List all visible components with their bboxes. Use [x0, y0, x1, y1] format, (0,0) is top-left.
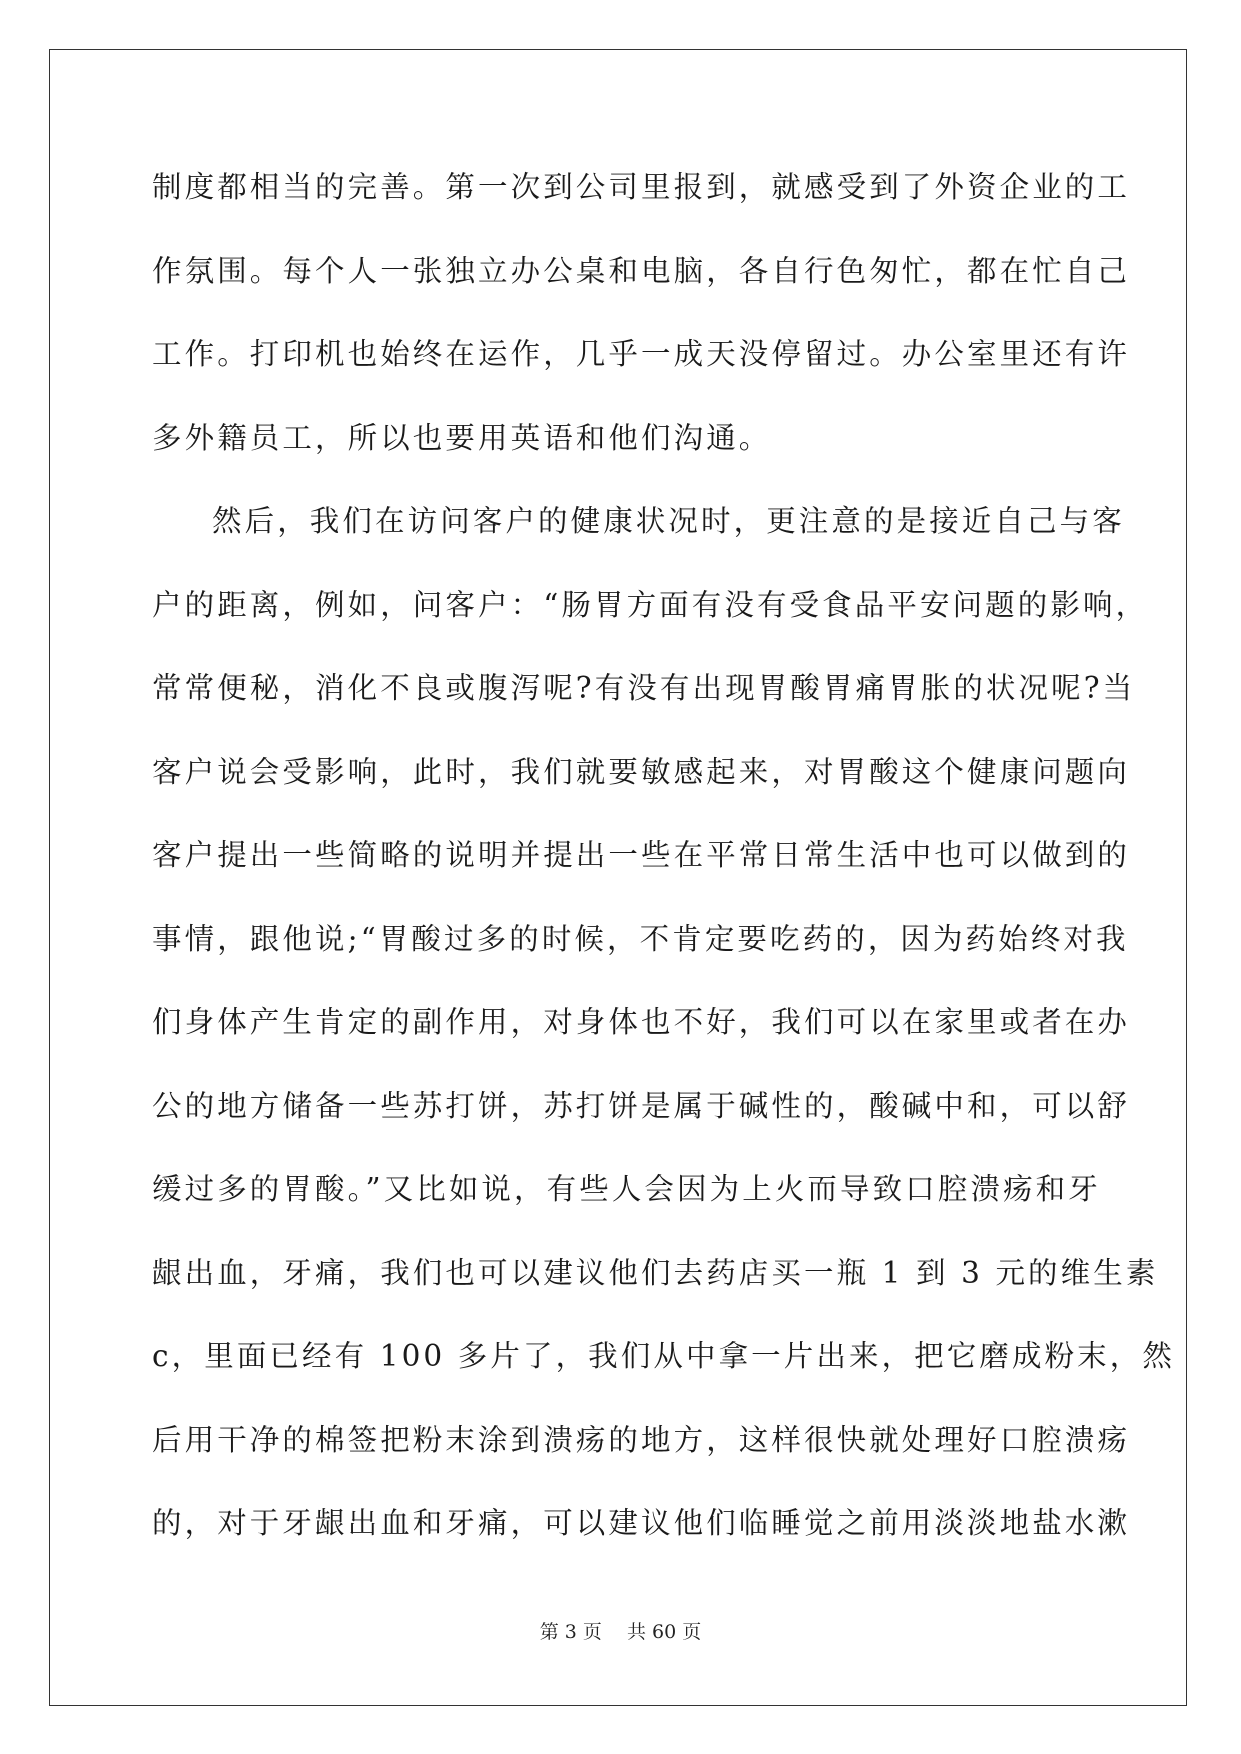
text-line-11: 们身体产生肯定的副作用，对身体也不好，我们可以在家里或者在办	[152, 1005, 1131, 1039]
text-line-15: c，里面已经有 100 多片了，我们从中拿一片出来，把它磨成粉末，然	[152, 1339, 1175, 1373]
text-line-2: 作氛围。每个人一张独立办公桌和电脑，各自行色匆忙，都在忙自己	[152, 253, 1131, 288]
text-line-16: 后用干净的棉签把粉末涂到溃疡的地方，这样很快就处理好口腔溃疡	[152, 1422, 1131, 1457]
text-line-7: 常常便秘，消化不良或腹泻呢?有没有出现胃酸胃痛胃胀的状况呢?当	[152, 671, 1136, 705]
document-body	[152, 160, 1175, 1580]
text-line-17: 的，对于牙龈出血和牙痛，可以建议他们临睡觉之前用淡淡地盐水漱	[152, 1506, 1131, 1540]
text-line-5: 然后，我们在访问客户的健康状况时，更注意的是接近自己与客	[212, 504, 1125, 538]
text-line-13: 缓过多的胃酸。”又比如说，有些人会因为上火而导致口腔溃疡和牙	[152, 1172, 1101, 1206]
page-number-footer: 第 3 页 共 60 页	[539, 1621, 702, 1643]
text-line-10: 事情，跟他说;“胃酸过多的时候，不肯定要吃药的，因为药始终对我	[152, 921, 1129, 956]
text-line-1: 制度都相当的完善。第一次到公司里报到，就感受到了外资企业的工	[152, 170, 1131, 204]
text-line-14: 龈出血，牙痛，我们也可以建议他们去药店买一瓶 1 到 3 元的维生素	[152, 1255, 1159, 1290]
text-line-12: 公的地方储备一些苏打饼，苏打饼是属于碱性的，酸碱中和，可以舒	[152, 1088, 1131, 1123]
text-line-4: 多外籍员工，所以也要用英语和他们沟通。	[152, 420, 772, 455]
text-line-6: 户的距离，例如，问客户：“肠胃方面有没有受食品平安问题的影响，	[152, 587, 1149, 622]
text-line-9: 客户提出一些简略的说明并提出一些在平常日常生活中也可以做到的	[152, 838, 1131, 872]
text-line-3: 工作。打印机也始终在运作，几乎一成天没停留过。办公室里还有许	[152, 337, 1131, 371]
text-line-8: 客户说会受影响，此时，我们就要敏感起来，对胃酸这个健康问题向	[152, 754, 1131, 789]
